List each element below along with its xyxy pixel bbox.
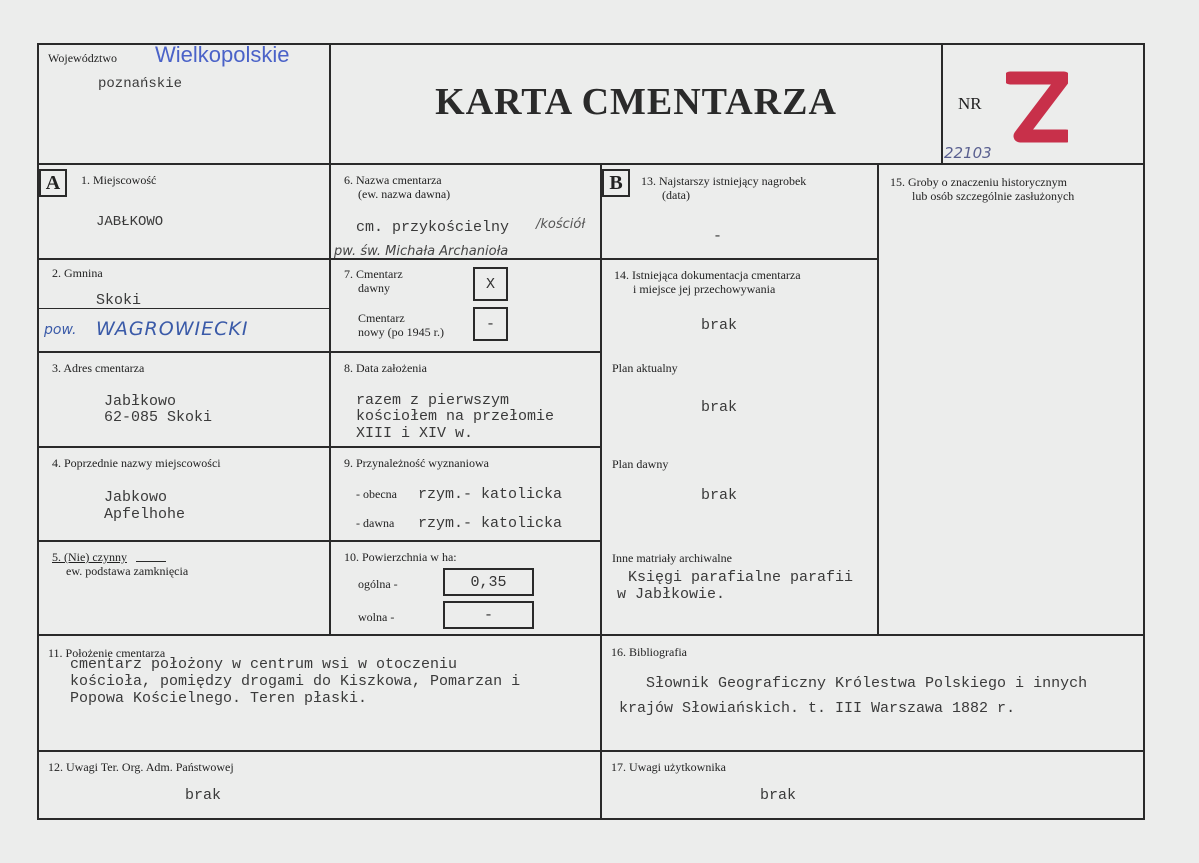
field-9-current-value: rzym.- katolicka [418, 486, 563, 503]
voivodeship-stamp: Wielkopolskie [155, 42, 290, 67]
field-14-label-line-1: 14. Istniejąca dokumentacja cmentarza [614, 268, 801, 282]
field-5-underline [136, 561, 166, 562]
field-2-value: Skoki [96, 292, 142, 309]
field-9-former-value: rzym.- katolicka [418, 515, 563, 532]
field-17-value: brak [760, 787, 797, 804]
field-2-hand-value: WAGROWIECKI [96, 318, 249, 340]
field-16-value-line-1: Słownik Geograficzny Królestwa Polskiego i innych [646, 675, 1088, 692]
field-13-label-line-1: 13. Najstarszy istniejący nagrobek [641, 174, 807, 188]
field-17-label: 17. Uwagi użytkownika [611, 760, 726, 774]
plan-current-value: brak [701, 399, 738, 416]
field-3-value-line-2: 62-085 Skoki [104, 409, 213, 426]
field-10-free-label: wolna - [358, 610, 395, 624]
grid-line [877, 163, 879, 634]
new-cemetery-checkbox: - [473, 307, 508, 341]
field-2-label: 2. Gmnina [52, 266, 103, 280]
field-2-hand-prefix: pow. [44, 322, 77, 338]
grid-line [329, 43, 331, 634]
area-total-box: 0,35 [443, 568, 534, 596]
field-16-label: 16. Bibliografia [611, 645, 687, 659]
field-5-label-line-1: 5. (Nie) czynny [52, 550, 127, 564]
plan-old-label: Plan dawny [612, 457, 669, 471]
grid-line [37, 634, 1145, 636]
field-6-value: cm. przykościelny [356, 219, 510, 236]
field-9-former-label: - dawna [356, 516, 395, 530]
field-15-label-line-1: 15. Groby o znaczeniu historycznym [890, 175, 1067, 189]
plan-current-label: Plan aktualny [612, 361, 678, 375]
voivodeship-value: poznańskie [98, 76, 183, 92]
other-materials-value-line-1: Księgi parafialne parafii [628, 569, 854, 586]
field-11-value-line-1: cmentarz położony w centrum wsi w otoczeniu [70, 656, 458, 673]
grid-line [37, 750, 1145, 752]
grid-line [37, 308, 329, 309]
old-cemetery-checkbox: X [473, 267, 508, 301]
grid-line [37, 540, 600, 542]
field-3-label: 3. Adres cmentarza [52, 361, 145, 375]
area-free-box: - [443, 601, 534, 629]
field-4-value-line-1: Jabkowo [104, 489, 168, 506]
field-11-value-line-2: kościoła, pomiędzy drogami do Kiszkowa, Pomarzan i [70, 673, 521, 690]
field-8-value-line-2: kościołem na przełomie [356, 408, 555, 425]
nr-z-mark-icon [1006, 70, 1068, 148]
nr-label: NR [958, 94, 982, 113]
field-4-label: 4. Poprzednie nazwy miejscowości [52, 456, 221, 470]
field-13-value: - [713, 228, 723, 245]
field-8-label: 8. Data założenia [344, 361, 427, 375]
section-letter-a: A [39, 169, 67, 197]
field-5-label-line-2: ew. podstawa zamknięcia [66, 564, 189, 578]
page-title: KARTA CMENTARZA [435, 81, 837, 123]
field-9-current-label: - obecna [356, 487, 397, 501]
field-10-total-label: ogólna - [358, 577, 398, 591]
field-12-value: brak [185, 787, 222, 804]
field-14-value: brak [701, 317, 738, 334]
other-materials-value-line-2: w Jabłkowie. [617, 586, 726, 603]
field-13-label-line-2: (data) [662, 188, 690, 202]
field-1-label: 1. Miejscowość [81, 173, 157, 187]
field-11-label: 11. Położenie cmentarza [48, 646, 166, 660]
voivodeship-label: Województwo [48, 51, 118, 65]
other-materials-label: Inne matriały archiwalne [612, 551, 732, 565]
field-7-label-line-4: nowy (po 1945 r.) [358, 325, 444, 339]
nr-handwritten: 22103 [944, 144, 992, 162]
field-4-value-line-2: Apfelhohe [104, 506, 186, 523]
field-1-value: JABŁKOWO [96, 214, 164, 230]
field-7-label-line-2: dawny [358, 281, 390, 295]
grid-line [37, 163, 1145, 165]
field-3-value-line-1: Jabłkowo [104, 393, 177, 410]
field-6-label-line-2: (ew. nazwa dawna) [358, 187, 451, 201]
plan-old-value: brak [701, 487, 738, 504]
field-8-value-line-1: razem z pierwszym [356, 392, 510, 409]
section-letter-b: B [602, 169, 630, 197]
field-8-value-line-3: XIII i XIV w. [356, 425, 474, 442]
field-14-label-line-2: i miejsce jej przechowywania [633, 282, 776, 296]
field-6-hand-suffix: /kościół [536, 217, 586, 232]
field-15-label-line-2: lub osób szczególnie zasłużonych [912, 189, 1075, 203]
grid-line [37, 446, 600, 448]
field-12-label: 12. Uwagi Ter. Org. Adm. Państwowej [48, 760, 234, 774]
grid-line [600, 163, 602, 820]
field-11-value-line-3: Popowa Kościelnego. Teren płaski. [70, 690, 368, 707]
field-10-label: 10. Powierzchnia w ha: [344, 550, 457, 564]
grid-line [37, 351, 600, 353]
nr-mark [1006, 70, 1068, 148]
field-6-hand-line-2: pw. św. Michała Archanioła [334, 244, 509, 259]
field-9-label: 9. Przynależność wyznaniowa [344, 456, 489, 470]
field-16-value-line-2: krajów Słowiańskich. t. III Warszawa 1882 r. [619, 700, 1016, 717]
field-6-label-line-1: 6. Nazwa cmentarza [344, 173, 442, 187]
field-7-label-line-3: Cmentarz [358, 311, 405, 325]
field-7-label-line-1: 7. Cmentarz [344, 267, 403, 281]
